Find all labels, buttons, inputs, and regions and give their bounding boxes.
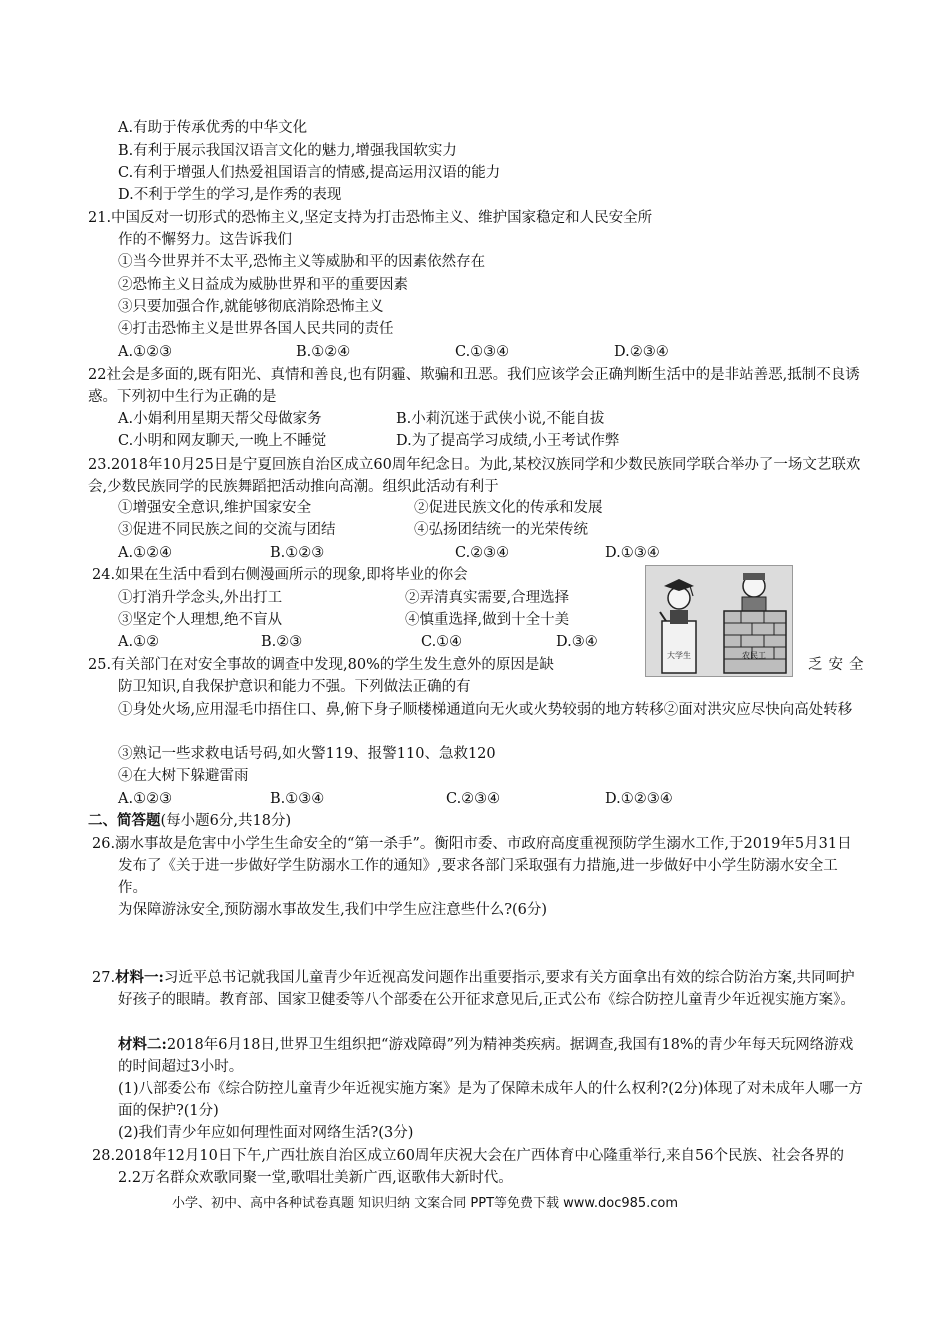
q20-option-c: C.有利于增强人们热爱祖国语言的情感,提高运用汉语的能力 (118, 165, 501, 181)
q21-item-3: ③只要加强合作,就能够彻底消除恐怖主义 (118, 299, 384, 315)
q24-item-2: ②弄清真实需要,合理选择 (405, 590, 570, 606)
q22-choice-a: A.小娟利用星期天帮父母做家务 (118, 411, 322, 427)
q27-material-1-text: 习近平总书记就我国儿童青少年近视高发问题作出重要指示,要求有关方面拿出有效的综合防治方案,共同呵护好孩子的眼睛。教育部、国家卫健委等八个部委在公开征求意见后,正式公布《综合防控儿童青少年近视实施方案》。 (118, 970, 855, 1008)
q25-stem: 25.有关部门在对安全事故的调查中发现,80%的学生发生意外的原因是缺 (88, 657, 554, 673)
q25-choice-a: A.①②③ (118, 791, 173, 807)
q21-choice-c: C.①③④ (455, 344, 510, 360)
cartoon-drawing (646, 566, 792, 676)
q24-item-3: ③坚定个人理想,绝不盲从 (118, 612, 283, 628)
q25-choice-c: C.②③④ (446, 791, 501, 807)
q22-stem-text: 22社会是多面的,既有阳光、真情和善良,也有阴霾、欺骗和丑恶。我们应该学会正确判断生活中的是非站善恶,抵制不良诱惑。下列初中生行为正确的是 (88, 367, 860, 405)
q24-item-1: ①打消升学念头,外出打工 (118, 590, 283, 606)
q27-number: 27. (92, 970, 116, 986)
q22-choice-b: B.小莉沉迷于武侠小说,不能自拔 (396, 411, 605, 427)
q24-choice-b: B.②③ (261, 634, 303, 650)
q24-item-4: ④慎重选择,做到十全十美 (405, 612, 570, 628)
q20-option-b: B.有利于展示我国汉语言文化的魅力,增强我国软实力 (118, 143, 457, 159)
cartoon-label-graduate: 大学生 (667, 651, 691, 660)
q21-stem-cont: 作的不懈努力。这告诉我们 (118, 232, 292, 248)
q26-question: 为保障游泳安全,预防溺水事故发生,我们中学生应注意些什么?(6分) (118, 902, 548, 918)
q27-sub1-text: (1)八部委公布《综合防控儿童青少年近视实施方案》是为了保障未成年人的什么权利?(2分)体现了对未成年人哪一方面的保护?(1分) (118, 1081, 863, 1119)
q22-choice-c: C.小明和网友聊天,一晚上不睡觉 (118, 433, 327, 449)
q27-material-2 (118, 1034, 864, 1078)
section-2-title: 二、简答题 (88, 812, 161, 829)
cartoon-illustration (645, 565, 793, 677)
section-2-note: (每小题6分,共18分) (160, 813, 292, 829)
q28-text: 28.2018年12月10日下午,广西壮族自治区成立60周年庆祝大会在广西体育中心隆重举行,来自56个民族、社会各界的2.2万名群众欢歌同聚一堂,歌唱壮美新广西,讴歌伟大新时代。 (92, 1148, 844, 1186)
q23-stem (88, 454, 864, 498)
q24-choice-c: C.①④ (421, 634, 463, 650)
q21-choice-a: A.①②③ (118, 344, 173, 360)
q28-paragraph (92, 1145, 864, 1189)
section-2-header (88, 811, 291, 831)
q25-item-4: ④在大树下躲避雷雨 (118, 768, 249, 784)
q27-material-1 (92, 967, 864, 1011)
q23-choice-b: B.①②③ (270, 545, 325, 561)
q23-choice-c: C.②③④ (455, 545, 510, 561)
q25-choice-d: D.①②③④ (605, 791, 673, 807)
q24-choice-d: D.③④ (556, 634, 598, 650)
q24-stem: 24.如果在生活中看到右侧漫画所示的现象,即将毕业的你会 (92, 567, 468, 583)
q27-subquestion-1 (118, 1078, 864, 1122)
q21-stem: 21.中国反对一切形式的恐怖主义,坚定支持为打击恐怖主义、维护国家稳定和人民安全所 (88, 210, 653, 226)
q22-choice-d: D.为了提高学习成绩,小王考试作弊 (396, 433, 620, 449)
q25-item-1 (118, 699, 864, 721)
q25-stem-right: 乏安全 (808, 657, 870, 673)
q21-choice-d: D.②③④ (614, 344, 669, 360)
q26-paragraph (92, 833, 864, 899)
cartoon-label-worker: 农民工 (742, 651, 766, 660)
q23-item-4: ④弘扬团结统一的光荣传统 (414, 522, 588, 538)
q24-choice-a: A.①② (118, 634, 160, 650)
q21-choice-b: B.①②④ (296, 344, 351, 360)
q25-item-1-text: ①身处火场,应用湿毛巾捂住口、鼻,俯下身子顺楼梯通道向无火或火势较弱的地方转移②面对洪灾应尽快向高处转移 (118, 702, 853, 718)
q23-stem-text: 23.2018年10月25日是宁夏回族自治区成立60周年纪念日。为此,某校汉族同学和少数民族同学联合举办了一场文艺联欢会,少数民族同学的民族舞蹈把活动推向高潮。组织此活动有利于 (88, 457, 861, 495)
q25-item-3: ③熟记一些求救电话号码,如火警119、报警110、急救120 (118, 746, 496, 762)
q21-item-2: ②恐怖主义日益成为威胁世界和平的重要因素 (118, 277, 408, 293)
q20-option-a: A.有助于传承优秀的中华文化 (118, 120, 308, 136)
q26-text: 26.溺水事故是危害中小学生生命安全的“第一杀手”。衡阳市委、市政府高度重视预防学生溺水工作,于2019年5月31日发布了《关于进一步做好学生防溺水工作的通知》,要求各部门采取强有力措施,进一步做好中小学生防溺水安全工作。 (92, 836, 852, 896)
q21-item-1: ①当今世界并不太平,恐怖主义等威胁和平的因素依然存在 (118, 254, 486, 270)
q23-choice-a: A.①②④ (118, 545, 173, 561)
q27-material-2-label: 材料二: (118, 1036, 167, 1053)
q21-item-4: ④打击恐怖主义是世界各国人民共同的责任 (118, 321, 394, 337)
q23-choice-d: D.①③④ (605, 545, 660, 561)
q23-item-3: ③促进不同民族之间的交流与团结 (118, 522, 336, 538)
q25-stem-cont: 防卫知识,自我保护意识和能力不强。下列做法正确的有 (118, 679, 471, 695)
q23-item-1: ①增强安全意识,维护国家安全 (118, 500, 312, 516)
q23-item-2: ②促进民族文化的传承和发展 (414, 500, 603, 516)
q27-subquestion-2: (2)我们青少年应如何理性面对网络生活?(3分) (118, 1125, 414, 1141)
q22-stem (88, 364, 864, 408)
q27-material-1-label: 材料一: (115, 969, 164, 986)
q27-material-2-text: 2018年6月18日,世界卫生组织把“游戏障碍”列为精神类疾病。据调查,我国有18%的青少年每天玩网络游戏的时间超过3小时。 (118, 1037, 854, 1075)
q25-choice-b: B.①③④ (270, 791, 325, 807)
q20-option-d: D.不利于学生的学习,是作秀的表现 (118, 187, 342, 203)
page-footer: 小学、初中、高中各种试卷真题 知识归纳 文案合同 PPT等免费下载 www.doc985.com (172, 1196, 679, 1211)
